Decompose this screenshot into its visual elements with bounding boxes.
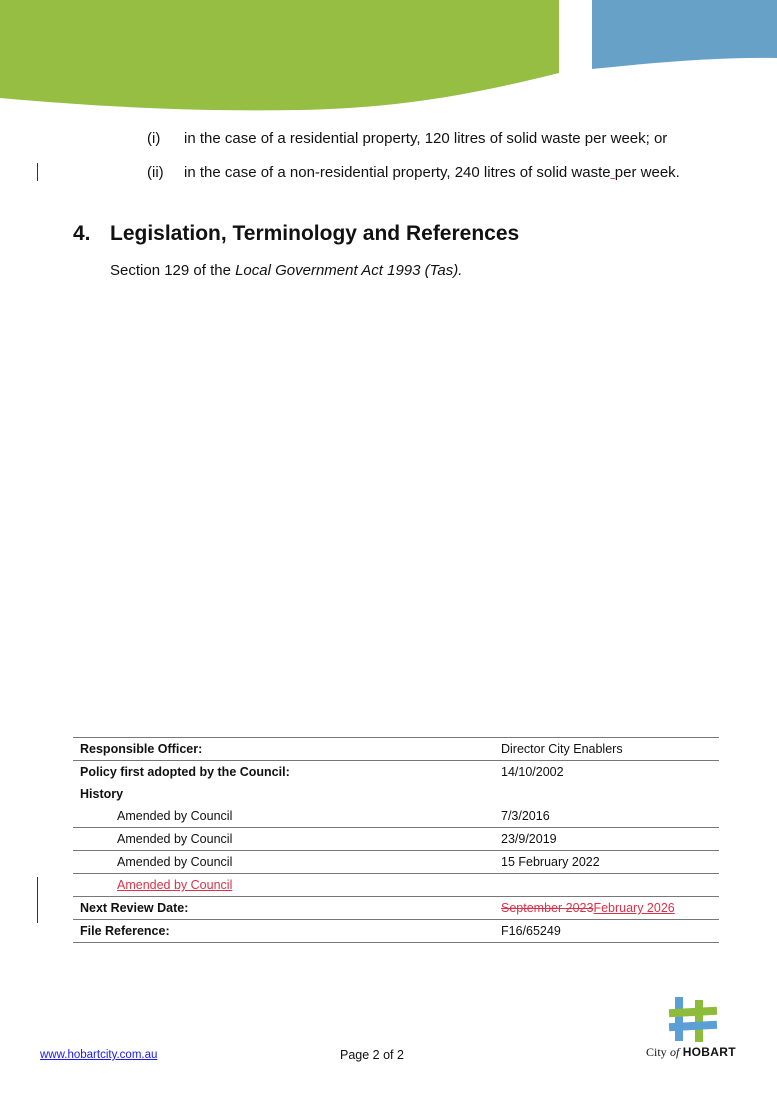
change-bar (37, 163, 38, 181)
table-row (73, 761, 719, 784)
row-value (494, 874, 719, 897)
inserted-value: February 2026 (593, 901, 675, 915)
banner-blue-wave (592, 0, 777, 69)
table-row (73, 738, 719, 761)
row-value: 14/10/2002 (501, 765, 564, 779)
act-name: Local Government Act 1993 (Tas) (235, 262, 459, 279)
banner-green-wave (0, 0, 559, 110)
row-value: 7/3/2016 (494, 805, 719, 828)
list-text: in the case of a residential property, 120 litres of solid waste per week; or (184, 130, 668, 147)
table-row (73, 805, 719, 828)
row-value: 15 February 2022 (494, 851, 719, 874)
table-row (73, 828, 719, 851)
row-value (494, 897, 719, 920)
list-marker: (ii) (147, 164, 164, 181)
table-row (73, 897, 719, 920)
row-label: Amended by Council (73, 828, 494, 851)
table-row (73, 851, 719, 874)
row-label: Amended by Council (73, 805, 494, 828)
section-title: Legislation, Terminology and References (110, 222, 520, 245)
table-row (73, 783, 719, 805)
logo-green-vertical-overlap (695, 1000, 703, 1016)
page-number: Page 2 of 2 (340, 1048, 404, 1062)
table-row (73, 874, 719, 897)
list-text: in the case of a non-residential property, 240 litres of solid waste per week. (184, 164, 680, 181)
row-label: History (80, 787, 124, 801)
section-number: 4. (73, 222, 91, 245)
row-value (494, 783, 719, 805)
row-label: Responsible Officer: (73, 738, 494, 761)
row-value: F16/65249 (494, 920, 719, 943)
table-row (73, 920, 719, 943)
policy-info-table (73, 737, 719, 943)
row-label: File Reference: (73, 920, 494, 943)
list-marker: (i) (147, 130, 161, 147)
row-value: Director City Enablers (494, 738, 719, 761)
row-value: 23/9/2019 (494, 828, 719, 851)
section-body: Section 129 of the Local Government Act 1993 (Tas). (110, 262, 463, 279)
header-banner (0, 0, 777, 120)
website-link[interactable]: www.hobartcity.com.au (40, 1049, 158, 1061)
logo-blue-vertical-overlap (675, 1022, 683, 1041)
deleted-value: September 2023 (501, 901, 594, 915)
row-label: Policy first adopted by the Council: (80, 765, 290, 779)
row-label-inserted: Amended by Council (73, 874, 494, 897)
row-label: Next Review Date: (73, 897, 494, 920)
logo-wordmark: City of HOBART (646, 1045, 736, 1059)
change-bar (37, 877, 38, 923)
row-label: Amended by Council (73, 851, 494, 874)
